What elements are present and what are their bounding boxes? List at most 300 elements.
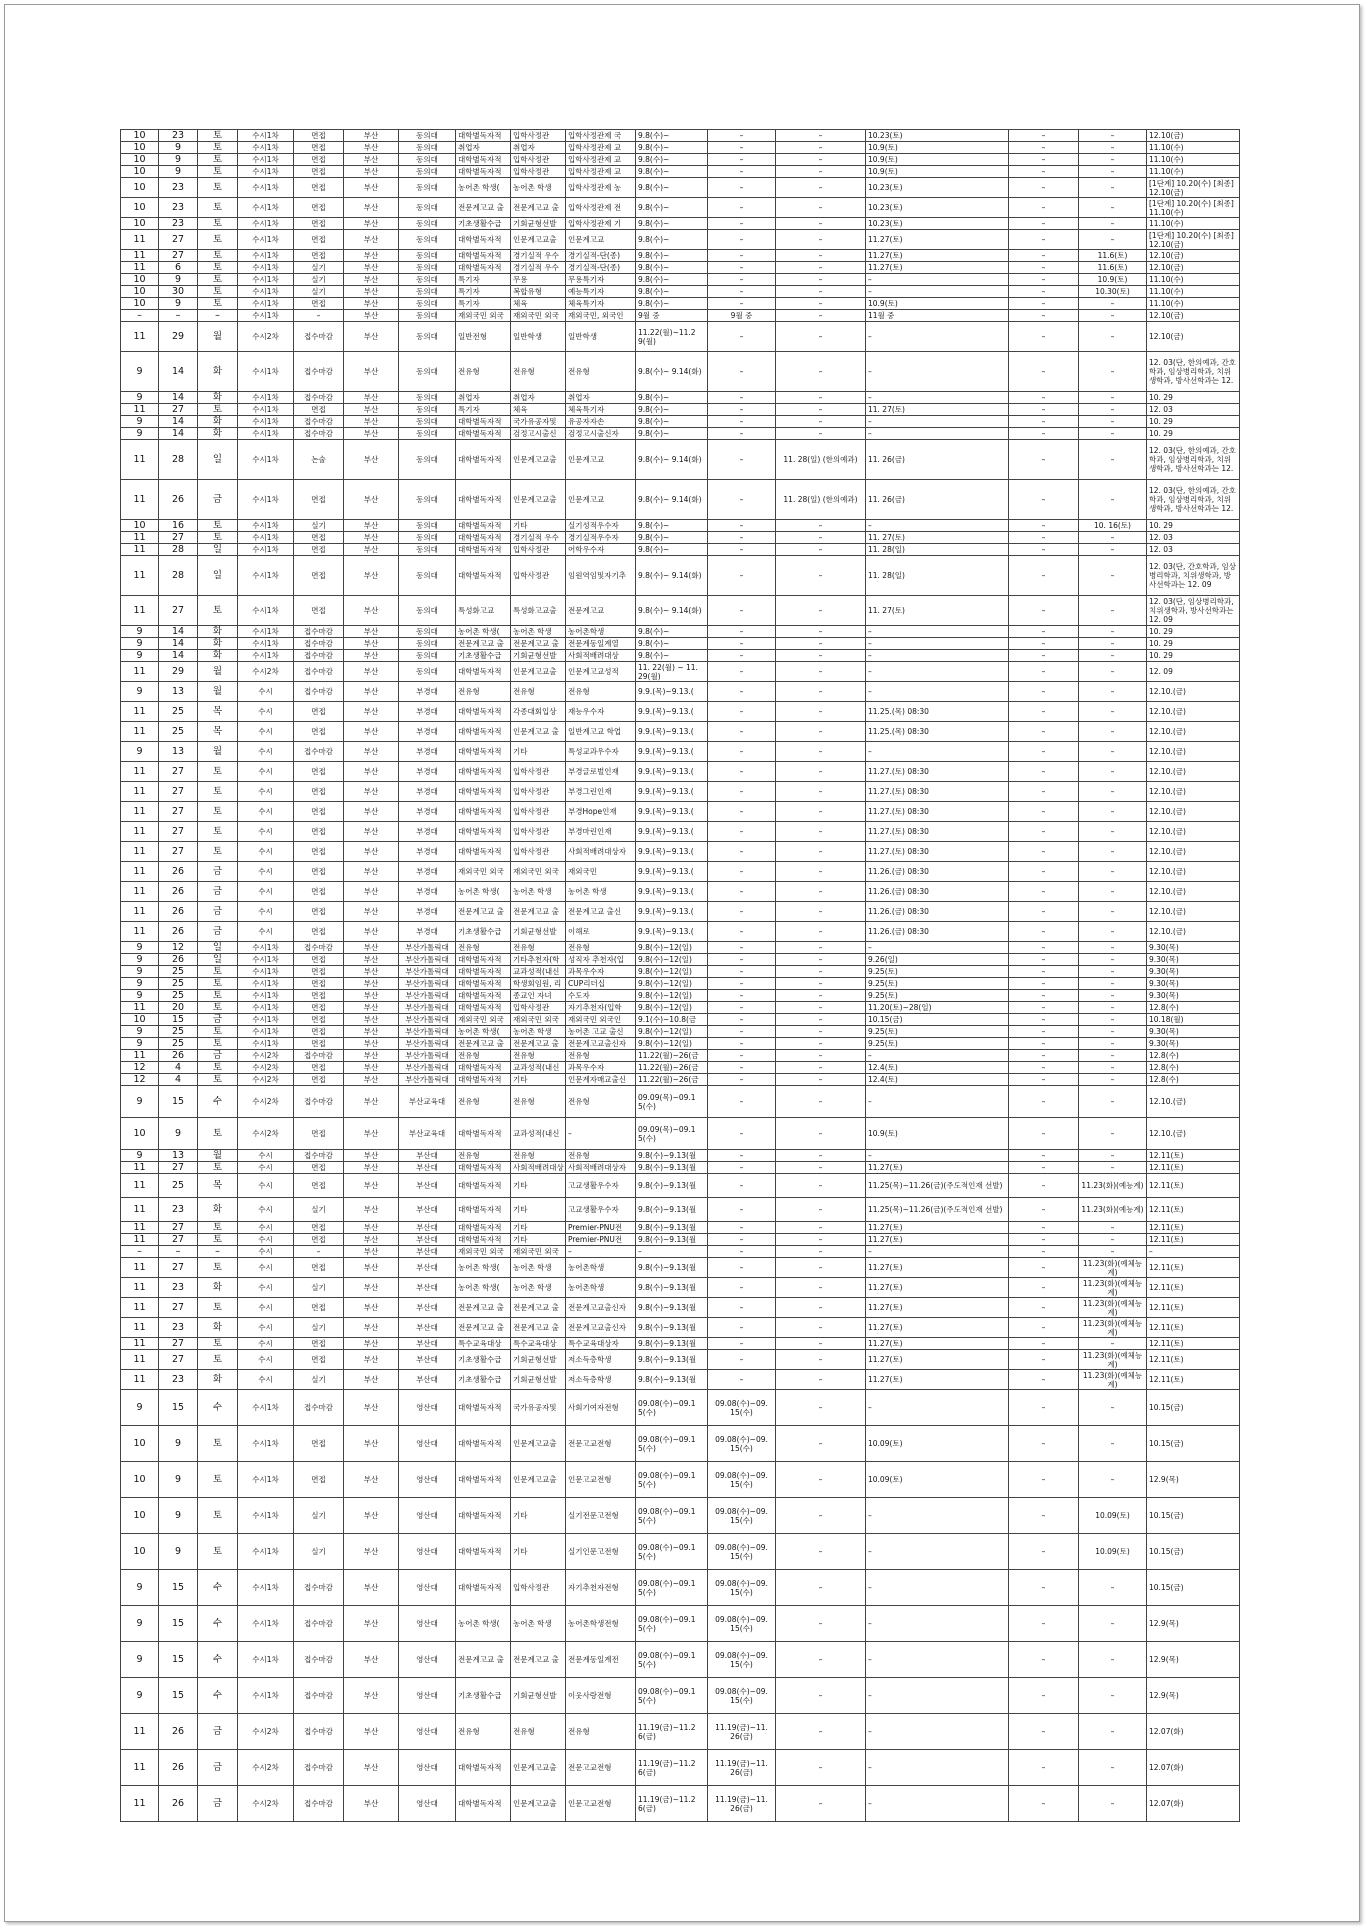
table-cell: 09.08(수)~09. 15(수) xyxy=(708,1678,776,1714)
table-cell: – xyxy=(776,782,866,802)
table-cell: 기회균형선발 xyxy=(511,1350,566,1370)
table-cell: 16 xyxy=(159,520,198,532)
table-cell: 동의대 xyxy=(399,596,456,626)
table-row xyxy=(121,142,1240,154)
table-cell: – xyxy=(708,1074,776,1086)
document-page xyxy=(4,4,1360,1922)
table-cell: 9.8(수)~ xyxy=(636,166,708,178)
table-cell: 09.08(수)~09. 15(수) xyxy=(708,1570,776,1606)
table-cell: – xyxy=(776,638,866,650)
table-row xyxy=(121,556,1240,596)
table-cell: 수시 xyxy=(238,882,294,902)
table-cell: 수시1차 xyxy=(238,596,294,626)
table-cell: 영산대 xyxy=(399,1642,456,1678)
table-cell: – xyxy=(708,392,776,404)
table-cell: 기타 xyxy=(511,742,566,762)
table-cell: 농어촌학생 xyxy=(566,1258,636,1278)
table-cell: 일 xyxy=(198,942,238,954)
table-cell: 9.8(수)~9.13(월 xyxy=(636,1150,708,1162)
table-cell: 부산 xyxy=(344,1426,399,1462)
table-cell: 실기성적우수자 xyxy=(566,520,636,532)
table-cell: 전문계고교 출 xyxy=(511,902,566,922)
table-cell: 면접 xyxy=(294,142,344,154)
table-cell: 12.11(토) xyxy=(1147,1234,1240,1246)
table-cell: – xyxy=(776,544,866,556)
table-cell: 수시1차 xyxy=(238,218,294,230)
table-cell: – xyxy=(776,954,866,966)
table-cell: 농어촌 학생( xyxy=(456,1026,511,1038)
table-cell: 11.10(수) xyxy=(1147,166,1240,178)
table-cell: 체육특기자 xyxy=(566,404,636,416)
table-cell: 접수마감 xyxy=(294,942,344,954)
table-cell: 토 xyxy=(198,178,238,198)
table-cell: 9.8(수)~ 9.14(화) xyxy=(636,556,708,596)
table-cell: 금 xyxy=(198,1714,238,1750)
table-cell: – xyxy=(708,1086,776,1118)
table-cell: – xyxy=(708,596,776,626)
table-cell: 부경대 xyxy=(399,822,456,842)
table-cell: – xyxy=(1009,428,1079,440)
table-cell: 26 xyxy=(159,1714,198,1750)
table-cell: 11.27.(토) 08:30 xyxy=(866,782,1009,802)
table-cell: 수시1차 xyxy=(238,1462,294,1498)
table-cell: 기회균형선발 xyxy=(511,218,566,230)
table-cell: 전문계고교 출신 xyxy=(566,902,636,922)
table-row xyxy=(121,250,1240,262)
table-cell: – xyxy=(708,990,776,1002)
table-cell: 대학별독자적 xyxy=(456,1074,511,1086)
table-cell: – xyxy=(708,130,776,142)
table-cell: – xyxy=(708,1038,776,1050)
table-cell: 기타추천자(학 xyxy=(511,954,566,966)
table-cell: – xyxy=(708,1246,776,1258)
table-cell: Premier-PNU전 xyxy=(566,1234,636,1246)
table-cell: – xyxy=(708,1174,776,1198)
table-cell: 동의대 xyxy=(399,218,456,230)
table-cell: 27 xyxy=(159,1234,198,1246)
table-cell: – xyxy=(1079,1038,1147,1050)
table-row xyxy=(121,218,1240,230)
table-cell: 9.30(목) xyxy=(1147,1038,1240,1050)
table-cell: 10.9(토) xyxy=(866,298,1009,310)
table-cell: 화 xyxy=(198,352,238,392)
table-cell: 경기실적 우수 xyxy=(511,250,566,262)
table-cell: – xyxy=(1009,882,1079,902)
table-cell: – xyxy=(1009,722,1079,742)
table-row xyxy=(121,1038,1240,1050)
table-cell: 부산가톨릭대 xyxy=(399,978,456,990)
table-cell: 11.19(금)~11.2 6(금) xyxy=(636,1786,708,1822)
table-cell: 면접 xyxy=(294,198,344,218)
table-cell: 9.25(토) xyxy=(866,1026,1009,1038)
table-cell: 전문계고교출신자 xyxy=(566,1298,636,1318)
table-cell: 26 xyxy=(159,882,198,902)
table-cell: 인문계고교출 xyxy=(511,662,566,682)
table-cell: 9.8(수)~12(일) xyxy=(636,954,708,966)
table-cell: 11.23(화)(예능계) xyxy=(1079,1198,1147,1222)
table-cell: 23 xyxy=(159,1318,198,1338)
table-cell: 9.8(수)~12(일) xyxy=(636,942,708,954)
table-cell: 부경대 xyxy=(399,882,456,902)
table-cell: 26 xyxy=(159,862,198,882)
table-cell: 20 xyxy=(159,1002,198,1014)
table-cell: 인문계고교출 xyxy=(511,1750,566,1786)
table-cell: 10 xyxy=(121,274,159,286)
table-cell: 9.8(수)~ xyxy=(636,638,708,650)
table-cell: 특기자 xyxy=(456,286,511,298)
table-cell: 부산 xyxy=(344,1338,399,1350)
table-cell: 11.10(수) xyxy=(1147,286,1240,298)
table-cell: 목 xyxy=(198,1174,238,1198)
table-cell: 실기 xyxy=(294,1278,344,1298)
table-cell: – xyxy=(1079,404,1147,416)
table-cell: 부산 xyxy=(344,428,399,440)
table-cell: – xyxy=(1079,1426,1147,1462)
table-cell: 부산 xyxy=(344,1174,399,1198)
table-cell: 23 xyxy=(159,130,198,142)
table-cell: 재외국민 외국 xyxy=(456,862,511,882)
table-cell: 9 xyxy=(159,274,198,286)
table-cell: 토 xyxy=(198,1298,238,1318)
table-cell: – xyxy=(866,274,1009,286)
table-cell: 부산 xyxy=(344,352,399,392)
table-cell: 11.23(화)(예체능계) xyxy=(1079,1278,1147,1298)
table-cell: 토 xyxy=(198,966,238,978)
table-cell: 전유형 xyxy=(566,1050,636,1062)
table-cell: 부산 xyxy=(344,1222,399,1234)
table-cell: – xyxy=(776,1038,866,1050)
table-cell: 동의대 xyxy=(399,416,456,428)
table-cell: 입학사정관 xyxy=(511,544,566,556)
table-cell: – xyxy=(708,1234,776,1246)
table-cell: – xyxy=(1079,1390,1147,1426)
table-cell: 09.08(수)~09.1 5(수) xyxy=(636,1390,708,1426)
table-cell: 부산가톨릭대 xyxy=(399,1050,456,1062)
table-cell: 23 xyxy=(159,198,198,218)
table-cell: 면접 xyxy=(294,842,344,862)
table-cell: 11.22(월)~11.2 9(월) xyxy=(636,322,708,352)
table-cell: – xyxy=(1009,532,1079,544)
table-cell: 부산 xyxy=(344,1498,399,1534)
table-cell: – xyxy=(776,1390,866,1426)
table-cell: 9.8(수)~9.13(월 xyxy=(636,1258,708,1278)
table-cell: 수 xyxy=(198,1678,238,1714)
table-cell: 대학별독자적 xyxy=(456,954,511,966)
table-cell: – xyxy=(1079,1338,1147,1350)
table-cell: 수시 xyxy=(238,922,294,942)
table-cell: 10.23(토) xyxy=(866,130,1009,142)
table-cell: 11.27(토) xyxy=(866,1318,1009,1338)
table-cell: 9 xyxy=(159,154,198,166)
table-cell: – xyxy=(1009,142,1079,154)
table-cell: 12.9(목) xyxy=(1147,1678,1240,1714)
table-row xyxy=(121,978,1240,990)
table-cell: 수시 xyxy=(238,742,294,762)
table-row xyxy=(121,404,1240,416)
table-cell: – xyxy=(1009,1174,1079,1198)
table-row xyxy=(121,286,1240,298)
table-cell: 9 xyxy=(121,1038,159,1050)
table-cell: 23 xyxy=(159,218,198,230)
table-cell: 11.19(금)~11.2 6(금) xyxy=(636,1750,708,1786)
table-cell: 11.27(토) xyxy=(866,1278,1009,1298)
table-cell: 면접 xyxy=(294,882,344,902)
table-cell: 화 xyxy=(198,1318,238,1338)
table-cell: 면접 xyxy=(294,1002,344,1014)
table-row xyxy=(121,1174,1240,1198)
table-cell: 부산 xyxy=(344,942,399,954)
table-cell: – xyxy=(1079,1026,1147,1038)
table-cell: 전유형 xyxy=(456,682,511,702)
table-cell: 전문계고교 출 xyxy=(511,638,566,650)
table-cell: 11. 26(금) xyxy=(866,480,1009,520)
table-cell: 수시1차 xyxy=(238,544,294,556)
table-cell: 과목우수자 xyxy=(566,966,636,978)
table-cell: 부산 xyxy=(344,650,399,662)
table-cell: 부산대 xyxy=(399,1338,456,1350)
table-cell: 수시1차 xyxy=(238,532,294,544)
table-cell: 11 xyxy=(121,440,159,480)
table-cell: 9.25(토) xyxy=(866,978,1009,990)
table-cell: 9.8(수)~9.13(월 xyxy=(636,1198,708,1222)
table-cell: 화 xyxy=(198,1198,238,1222)
table-cell: – xyxy=(776,1570,866,1606)
table-cell: 취업자 xyxy=(511,142,566,154)
table-cell: 14 xyxy=(159,626,198,638)
table-cell: 재외국민 외국 xyxy=(511,862,566,882)
table-cell: – xyxy=(708,250,776,262)
table-cell: 농어촌 학생( xyxy=(456,178,511,198)
table-cell: 11.26.(금) 08:30 xyxy=(866,882,1009,902)
table-cell: 대학별독자적 xyxy=(456,1534,511,1570)
table-cell: 12.8(수) xyxy=(1147,1050,1240,1062)
table-cell: 수시 xyxy=(238,1370,294,1390)
table-cell: 부산 xyxy=(344,440,399,480)
table-cell: 12.4(토) xyxy=(866,1074,1009,1086)
table-cell: 9.30(목) xyxy=(1147,954,1240,966)
table-cell: – xyxy=(776,1118,866,1150)
table-cell: – xyxy=(1009,1258,1079,1278)
table-cell: 재외국민 외국 xyxy=(511,1246,566,1258)
table-cell: 9.9.(목)~9.13.( xyxy=(636,762,708,782)
table-row xyxy=(121,1714,1240,1750)
table-cell: 26 xyxy=(159,954,198,966)
table-cell: 면접 xyxy=(294,902,344,922)
table-cell: 15 xyxy=(159,1606,198,1642)
table-cell: 부경대 xyxy=(399,722,456,742)
table-cell: 입학사정관제 교 xyxy=(566,142,636,154)
table-cell: 대학별독자적 xyxy=(456,1786,511,1822)
table-cell: 23 xyxy=(159,1278,198,1298)
table-cell: 11 xyxy=(121,1298,159,1318)
table-cell: – xyxy=(708,1050,776,1062)
table-cell: – xyxy=(1079,218,1147,230)
table-cell: 특기자 xyxy=(456,274,511,286)
table-cell: 면접 xyxy=(294,1174,344,1198)
table-cell: 전유형 xyxy=(511,1714,566,1750)
table-cell: – xyxy=(1009,1606,1079,1642)
table-row xyxy=(121,198,1240,218)
table-cell: 부산가톨릭대 xyxy=(399,1002,456,1014)
table-cell: 11.27(토) xyxy=(866,1222,1009,1234)
table-cell: 12 xyxy=(121,1074,159,1086)
table-cell: – xyxy=(1009,130,1079,142)
table-cell: 인문계고교출 xyxy=(511,1462,566,1498)
table-cell: – xyxy=(1009,154,1079,166)
table-cell: 11.27(토) xyxy=(866,1258,1009,1278)
table-cell: 면접 xyxy=(294,862,344,882)
table-row xyxy=(121,822,1240,842)
table-cell: – xyxy=(1079,802,1147,822)
table-cell: 수시 xyxy=(238,782,294,802)
table-cell: 실기 xyxy=(294,1534,344,1570)
table-cell: – xyxy=(866,416,1009,428)
table-cell: – xyxy=(1009,1390,1079,1426)
table-cell: 토 xyxy=(198,1338,238,1350)
table-cell: 일반전형 xyxy=(456,322,511,352)
table-cell: 전문계고교 출 xyxy=(511,1038,566,1050)
table-cell: 12.10(금) xyxy=(1147,130,1240,142)
table-cell: 영산대 xyxy=(399,1462,456,1498)
table-cell: 9.25(토) xyxy=(866,1038,1009,1050)
table-cell: 12.10.(금) xyxy=(1147,822,1240,842)
table-row xyxy=(121,392,1240,404)
table-cell: 동의대 xyxy=(399,274,456,286)
table-cell: 12.10.(금) xyxy=(1147,782,1240,802)
table-cell: 수시2차 xyxy=(238,662,294,682)
table-cell: – xyxy=(1009,1222,1079,1234)
table-cell: – xyxy=(866,1390,1009,1426)
table-cell: 수시 xyxy=(238,1318,294,1338)
table-cell: 9.9.(목)~9.13.( xyxy=(636,722,708,742)
table-cell: – xyxy=(1009,1118,1079,1150)
table-cell: – xyxy=(708,480,776,520)
table-cell: – xyxy=(866,638,1009,650)
table-cell: 11.26.(금) 08:30 xyxy=(866,862,1009,882)
table-cell: – xyxy=(1079,1118,1147,1150)
table-cell: 27 xyxy=(159,532,198,544)
table-cell: 9.8(수)~9.13(월 xyxy=(636,1338,708,1350)
table-cell: – xyxy=(1009,626,1079,638)
table-cell: 12.11(토) xyxy=(1147,1350,1240,1370)
table-cell: 입학사정관 xyxy=(511,802,566,822)
table-cell: 10.09(토) xyxy=(1079,1534,1147,1570)
table-cell: 면접 xyxy=(294,1298,344,1318)
table-cell: 토 xyxy=(198,1002,238,1014)
table-cell: – xyxy=(1079,1162,1147,1174)
table-cell: 대학별독자적 xyxy=(456,990,511,1002)
table-cell: 농어촌 학생 xyxy=(511,1606,566,1642)
table-cell: 검정고시출신자 xyxy=(566,428,636,440)
table-cell: 9.8(수)~9.13(월 xyxy=(636,1278,708,1298)
table-cell: – xyxy=(866,1498,1009,1534)
table-cell: 면접 xyxy=(294,1062,344,1074)
table-cell: – xyxy=(866,1678,1009,1714)
table-cell: 수시 xyxy=(238,1258,294,1278)
table-cell: 11 xyxy=(121,532,159,544)
table-cell: 12.10(금) xyxy=(1147,262,1240,274)
table-cell: 수시1차 xyxy=(238,130,294,142)
table-cell: 실기 xyxy=(294,274,344,286)
table-cell: 동의대 xyxy=(399,650,456,662)
table-cell: – xyxy=(866,352,1009,392)
table-row xyxy=(121,1498,1240,1534)
table-cell: 동의대 xyxy=(399,166,456,178)
table-cell: – xyxy=(1079,142,1147,154)
table-cell: 면접 xyxy=(294,480,344,520)
table-cell: 입학사정관제 전 xyxy=(566,198,636,218)
table-cell: 부산 xyxy=(344,966,399,978)
table-cell: 11.19(금)~11.2 6(금) xyxy=(636,1714,708,1750)
table-cell: 14 xyxy=(159,650,198,662)
table-cell: 대학별독자적 xyxy=(456,428,511,440)
table-cell: 12.10.(금) xyxy=(1147,922,1240,942)
table-cell: 10. 29 xyxy=(1147,638,1240,650)
table-cell: – xyxy=(866,392,1009,404)
table-cell: 수시 xyxy=(238,1350,294,1370)
table-cell: – xyxy=(708,274,776,286)
table-row xyxy=(121,1642,1240,1678)
table-cell: – xyxy=(708,702,776,722)
table-cell: 11.23(화)(예체능계) xyxy=(1079,1370,1147,1390)
table-cell: 12.4(토) xyxy=(866,1062,1009,1074)
table-cell: 화 xyxy=(198,428,238,440)
table-cell: 9 xyxy=(121,638,159,650)
table-cell: 12.9(목) xyxy=(1147,1462,1240,1498)
table-cell: 09.08(수)~09. 15(수) xyxy=(708,1606,776,1642)
table-cell: 수시 xyxy=(238,822,294,842)
table-cell: 토 xyxy=(198,130,238,142)
table-cell: 09.08(수)~09. 15(수) xyxy=(708,1642,776,1678)
table-row xyxy=(121,1678,1240,1714)
table-cell: 대학별독자적 xyxy=(456,662,511,682)
table-cell: 부산 xyxy=(344,1390,399,1426)
table-cell: 농어촌 학생 xyxy=(511,882,566,902)
table-cell: 입학사정관제 국 xyxy=(566,130,636,142)
table-cell: – xyxy=(1079,1642,1147,1678)
table-cell: 29 xyxy=(159,662,198,682)
table-cell: 동의대 xyxy=(399,250,456,262)
table-cell: 11.27(토) xyxy=(866,1370,1009,1390)
table-row xyxy=(121,1338,1240,1350)
table-cell: – xyxy=(1079,1714,1147,1750)
table-cell: – xyxy=(1079,1234,1147,1246)
table-cell: 11 xyxy=(121,842,159,862)
table-cell: 9.8(수)~ xyxy=(636,392,708,404)
table-cell: – xyxy=(1009,274,1079,286)
table-cell: – xyxy=(708,942,776,954)
table-cell: 동의대 xyxy=(399,520,456,532)
table-cell: 11 xyxy=(121,1258,159,1278)
table-cell: 접수마감 xyxy=(294,662,344,682)
table-cell: 25 xyxy=(159,1038,198,1050)
table-cell: 부산 xyxy=(344,626,399,638)
table-cell: 11.26.(금) 08:30 xyxy=(866,922,1009,942)
table-cell: 복합유형 xyxy=(511,286,566,298)
table-cell: 부경Hope인재 xyxy=(566,802,636,822)
table-cell: 성직자 추천자(입 xyxy=(566,954,636,966)
table-cell: 입학사정관제 교 xyxy=(566,154,636,166)
table-cell: 전유형 xyxy=(566,1714,636,1750)
table-cell: – xyxy=(1079,154,1147,166)
table-cell: – xyxy=(294,310,344,322)
table-cell: 영산대 xyxy=(399,1570,456,1606)
table-cell: 수시1차 xyxy=(238,1026,294,1038)
table-cell: 9 xyxy=(159,1462,198,1498)
table-cell: 접수마감 xyxy=(294,742,344,762)
table-cell: – xyxy=(776,1062,866,1074)
table-cell: – xyxy=(708,322,776,352)
